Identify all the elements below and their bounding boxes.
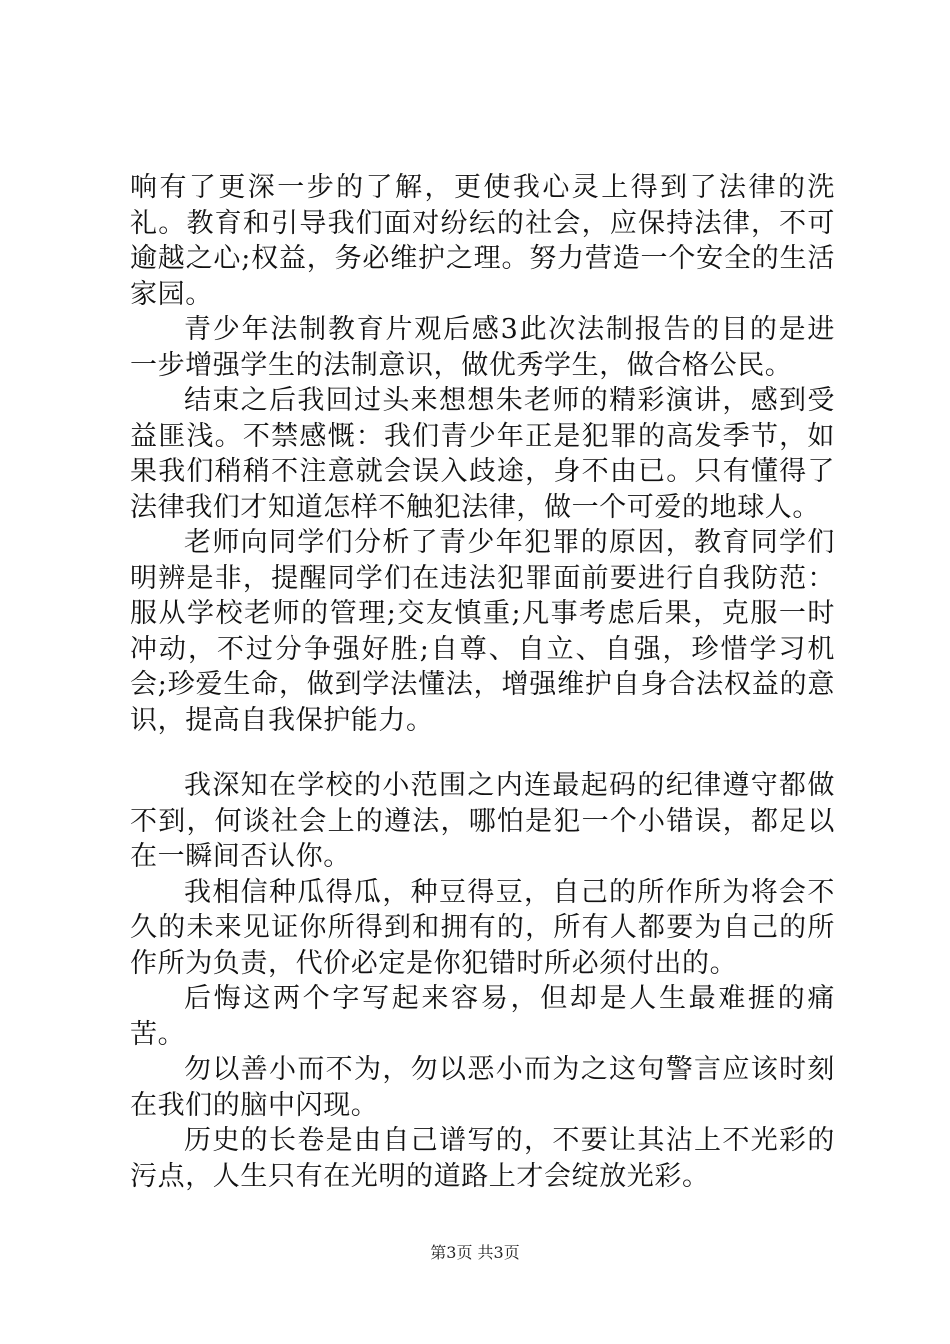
- paragraph-report-purpose: 青少年法制教育片观后感3此次法制报告的目的是进一步增强学生的法制意识，做优秀学生，做合格公民。: [130, 314, 835, 381]
- paragraph-maxim: 勿以善小而不为，勿以恶小而为之这句警言应该时刻在我们的脑中闪现。: [130, 1054, 835, 1121]
- paragraph-lecture-reflection: 结束之后我回过头来想想朱老师的精彩演讲，感到受益匪浅。不禁感慨：我们青少年正是犯罪的高发季节，如果我们稍稍不注意就会误入歧途，身不由已。只有懂得了法律我们才知道怎样不触犯法律，做一个可爱的地球人。: [130, 385, 835, 523]
- paragraph-history-scroll: 历史的长卷是由自己谱写的，不要让其沾上不光彩的污点，人生只有在光明的道路上才会绽放光彩。: [130, 1125, 835, 1192]
- paragraph-continuation: 响有了更深一步的了解，更使我心灵上得到了法律的洗礼。教育和引导我们面对纷纭的社会，应保持法律，不可逾越之心;权益，务必维护之理。努力营造一个安全的生活家园。: [130, 172, 835, 310]
- page-number-footer: 第3页 共3页: [430, 1243, 520, 1262]
- section-spacer: [130, 738, 835, 768]
- document-body: [130, 170, 835, 1194]
- paragraph-regret: 后悔这两个字写起来容易，但却是人生最难捱的痛苦。: [130, 983, 835, 1050]
- paragraph-reap-what-you-sow: 我相信种瓜得瓜，种豆得豆，自己的所作所为将会不久的未来见证你所得到和拥有的，所有人都要为自己的所作所为负责，代价必定是你犯错时所必须付出的。: [130, 876, 835, 979]
- paragraph-school-discipline: 我深知在学校的小范围之内连最起码的纪律遵守都做不到，何谈社会上的遵法，哪怕是犯一个小错误，都足以在一瞬间否认你。: [130, 770, 835, 872]
- paragraph-teacher-analysis: 老师向同学们分析了青少年犯罪的原因，教育同学们明辨是非，提醒同学们在违法犯罪面前要进行自我防范：服从学校老师的管理;交友慎重;凡事考虑后果，克服一时冲动，不过分争强好胜;自尊、自立、自强，珍惜学习机会;珍爱生命，做到学法懂法，增强维护自身合法权益的意识，提高自我保护能力。: [130, 527, 835, 736]
